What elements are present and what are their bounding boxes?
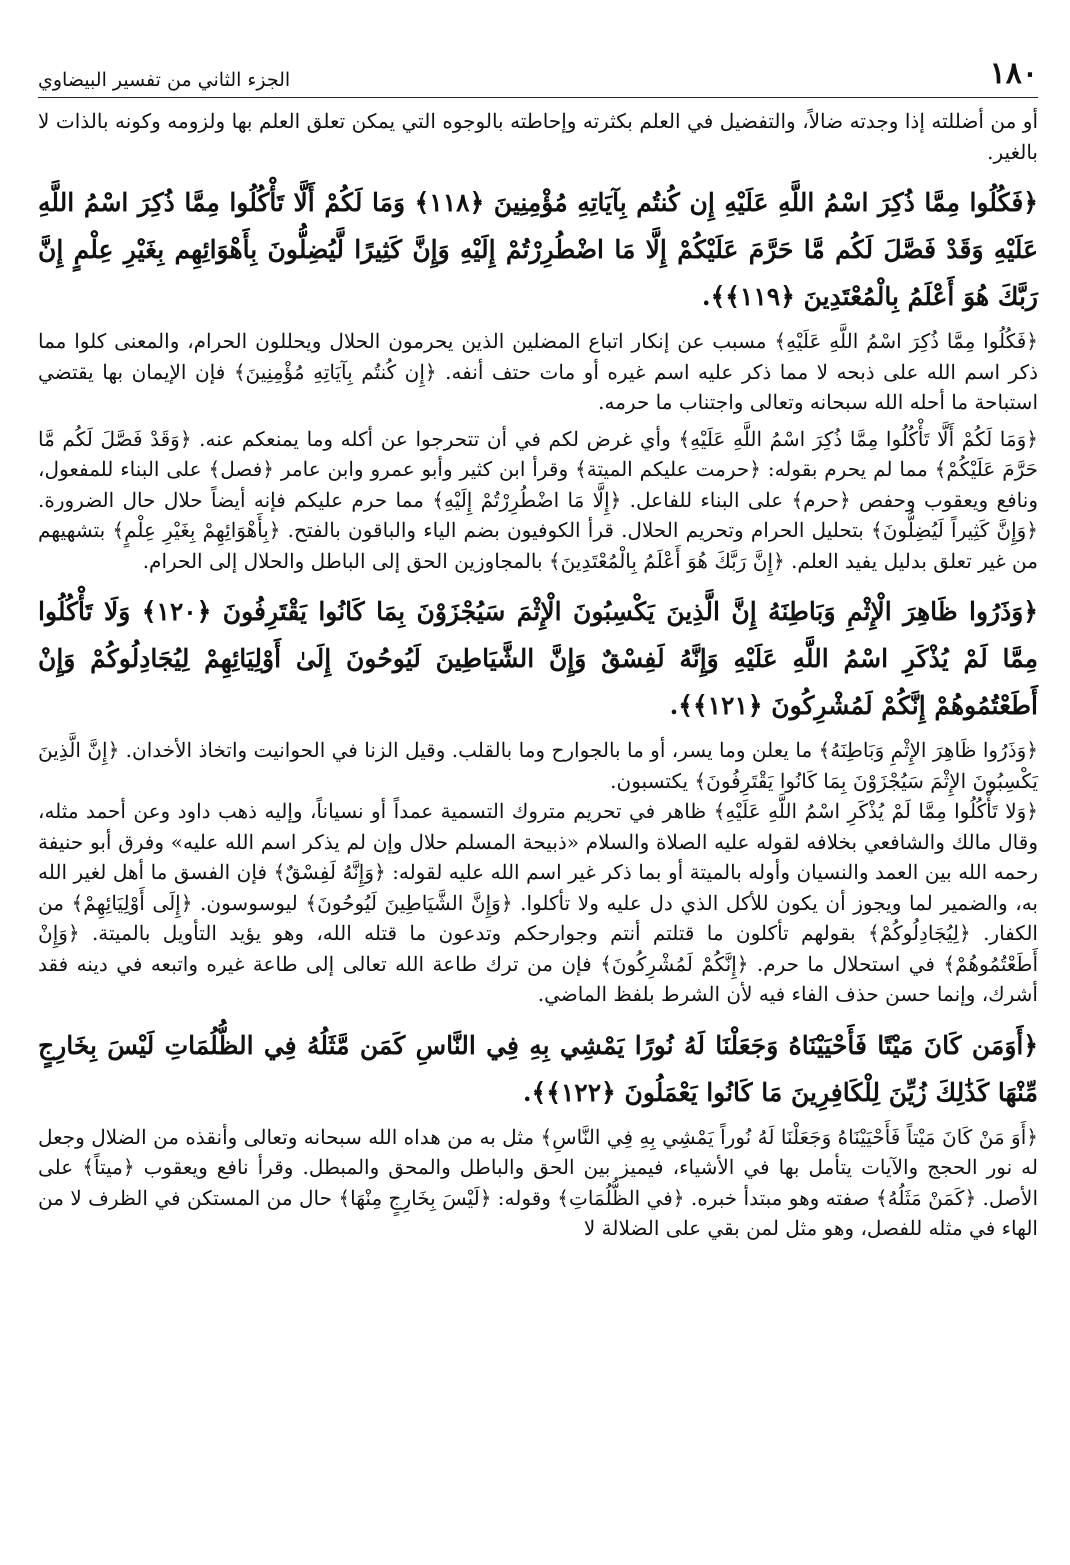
commentary-paragraph: ﴿وَمَا لَكُمْ أَلَّا تَأْكُلُوا مِمَّا ذُكِرَ اسْمُ اللَّهِ عَلَيْهِ﴾ وأي غرض لكم في أن تتحرجوا عن أكله وما يمنعكم عنه. ﴿وَقَدْ فَصَّلَ لَكُم مَّا حَرَّمَ عَلَيْكُمْ﴾ مما لم يحرم بقوله: ﴿حرمت عليكم الميتة﴾ وقرأ ابن كثير وأبو عمرو وابن عامر ﴿فصل﴾ على البناء للمفعول، ونافع ويعقوب وحفص ﴿حرم﴾ على البناء للفاعل. ﴿إِلَّا مَا اضْطُرِرْتُمْ إِلَيْهِ﴾ مما حرم عليكم فإنه أيضاً حلال حال الضرورة. ﴿وَإِنَّ كَثِيراً لَيُضِلُّونَ﴾ بتحليل الحرام وتحريم الحلال. قرأ الكوفيون بضم الياء والباقون بالفتح. ﴿بِأَهْوَائِهِمْ بِغَيْرِ عِلْمٍ﴾ بتشهيهم من غير تعلق بدليل يفيد العلم. ﴿إِنَّ رَبَّكَ هُوَ أَعْلَمُ بِالْمُعْتَدِينَ﴾ بالمجاوزين الحق إلى الباطل والحلال إلى الحرام.: [38, 426, 1038, 573]
running-title: الجزء الثاني من تفسير البيضاوي: [38, 69, 291, 91]
commentary-paragraph: ﴿أَوَ مَنْ كَانَ مَيْتاً فَأَحْيَيْنَاهُ وَجَعَلْنَا لَهُ نُوراً يَمْشِي بِهِ فِي النَّاسِ﴾ مثل به من هداه الله سبحانه وتعالى وأنقذه من الضلال وجعل له نور الحجج والآيات يتأمل بها في الأشياء، فيميز بين الحق والباطل والمحق والمبطل. وقرأ نافع ويعقوب ﴿ميتاً﴾ على الأصل. ﴿كَمَنْ مَثَلُهُ﴾ صفته وهو مبتدأ خبره. ﴿في الظُّلُمَاتِ﴾ وقوله: ﴿لَيْسَ بِخَارِجٍ مِنْهَا﴾ حال من المستكن في الظرف لا من الهاء في مثله للفصل، وهو مثل لمن بقي على الضلالة لا: [38, 1124, 1038, 1240]
commentary-paragraph: ﴿وَلا تَأْكُلُوا مِمَّا لَمْ يُذْكَرِ اسْمُ اللَّهِ عَلَيْهِ﴾ ظاهر في تحريم متروك التسمية عمداً أو نسياناً، وإليه ذهب داود وعن أحمد مثله، وقال مالك والشافعي بخلافه لقوله عليه الصلاة والسلام «ذبيحة المسلم حلال وإن لم يذكر اسم الله عليه» وفرق أبو حنيفة رحمه الله بين العمد والنسيان وأوله بالميتة أو بما ذكر غير اسم الله عليه لقوله: ﴿وَإِنَّهُ لَفِسْقٌ﴾ فإن الفسق ما أهل لغير الله به، والضمير لما ويجوز أن يكون للأكل الذي دل عليه ولا تأكلوا. ﴿وَإِنَّ الشَّيَاطِينَ لَيُوحُونَ﴾ ليوسوسون. ﴿إِلَى أَوْلِيَائِهِمْ﴾ من الكفار. ﴿لِيُجَادِلُوكُمْ﴾ بقولهم تأكلون ما قتلتم أنتم وجوارحكم وتدعون ما قتله الله، وهو يؤيد التأويل بالميتة. ﴿وَإِنْ أَطَعْتُمُوهُمْ﴾ في استحلال ما حرم. ﴿إِنَّكُمْ لَمُشْرِكُونَ﴾ فإن من ترك طاعة الله تعالى إلى طاعة غيره واتبعه في دينه فقد أشرك، وإنما حسن حذف الفاء فيه لأن الشرط بلفظ الماضي.: [38, 799, 1038, 1006]
commentary-paragraph: ﴿فَكُلُوا مِمَّا ذُكِرَ اسْمُ اللَّهِ عَلَيْهِ﴾ مسبب عن إنكار اتباع المضلين الذين يحرمون الحلال ويحللون الحرام، والمعنى كلوا مما ذكر اسم الله على ذبحه لا مما ذكر عليه اسم غيره أو مات حتف أنفه. ﴿إِن كُنتُم بِآيَاتِهِ مُؤْمِنِينَ﴾ فإن الإيمان بها يقتضي استباحة ما أحله الله سبحانه وتعالى واجتناب ما حرمه.: [38, 329, 1038, 414]
page-number: ١٨٠: [989, 56, 1038, 91]
quran-verse-block: ﴿فَكُلُوا مِمَّا ذُكِرَ اسْمُ اللَّهِ عَلَيْهِ إِن كُنتُم بِآيَاتِهِ مُؤْمِنِينَ ﴿١١٨﴾ وَمَا لَكُمْ أَلَّا تَأْكُلُوا مِمَّا ذُكِرَ اسْمُ اللَّهِ عَلَيْهِ وَقَدْ فَصَّلَ لَكُم مَّا حَرَّمَ عَلَيْكُمْ إِلَّا مَا اضْطُرِرْتُمْ إِلَيْهِ وَإِنَّ كَثِيرًا لَّيُضِلُّونَ بِأَهْوَائِهِم بِغَيْرِ عِلْمٍ إِنَّ رَبَّكَ هُوَ أَعْلَمُ بِالْمُعْتَدِينَ ﴿١١٩﴾﴾.: [38, 188, 1038, 311]
commentary-paragraph: أو من أضللته إذا وجدته ضالاً، والتفضيل في العلم بكثرته وإحاطته بالوجوه التي يمكن تعلق العلم بها ولزومه وكونه بالذات لا بالغير.: [38, 109, 1038, 164]
commentary-paragraph: ﴿وَذَرُوا ظَاهِرَ الإِثْمِ وَبَاطِنَهُ﴾ ما يعلن وما يسر، أو ما بالجوارح وما بالقلب. وقيل الزنا في الحوانيت واتخاذ الأخدان. ﴿إِنَّ الَّذِينَ يَكْسِبُونَ الإِثْمَ سَيُجْزَوْنَ بِمَا كَانُوا يَقْتَرِفُونَ﴾ يكتسبون.: [38, 738, 1038, 793]
page: [38, 52, 1038, 1244]
quran-verse-block: ﴿وَذَرُوا ظَاهِرَ الْإِثْمِ وَبَاطِنَهُ إِنَّ الَّذِينَ يَكْسِبُونَ الْإِثْمَ سَيُجْزَوْنَ بِمَا كَانُوا يَقْتَرِفُونَ ﴿١٢٠﴾ وَلَا تَأْكُلُوا مِمَّا لَمْ يُذْكَرِ اسْمُ اللَّهِ عَلَيْهِ وَإِنَّهُ لَفِسْقٌ وَإِنَّ الشَّيَاطِينَ لَيُوحُونَ إِلَىٰ أَوْلِيَائِهِمْ لِيُجَادِلُوكُمْ وَإِنْ أَطَعْتُمُوهُمْ إِنَّكُمْ لَمُشْرِكُونَ ﴿١٢١﴾﴾.: [38, 597, 1038, 720]
quran-verse-block: ﴿أَوَمَن كَانَ مَيْتًا فَأَحْيَيْنَاهُ وَجَعَلْنَا لَهُ نُورًا يَمْشِي بِهِ فِي النَّاسِ كَمَن مَّثَلُهُ فِي الظُّلُمَاتِ لَيْسَ بِخَارِجٍ مِّنْهَا كَذَٰلِكَ زُيِّنَ لِلْكَافِرِينَ مَا كَانُوا يَعْمَلُونَ ﴿١٢٢﴾﴾.: [38, 1030, 1038, 1107]
page-header: [38, 52, 1038, 98]
